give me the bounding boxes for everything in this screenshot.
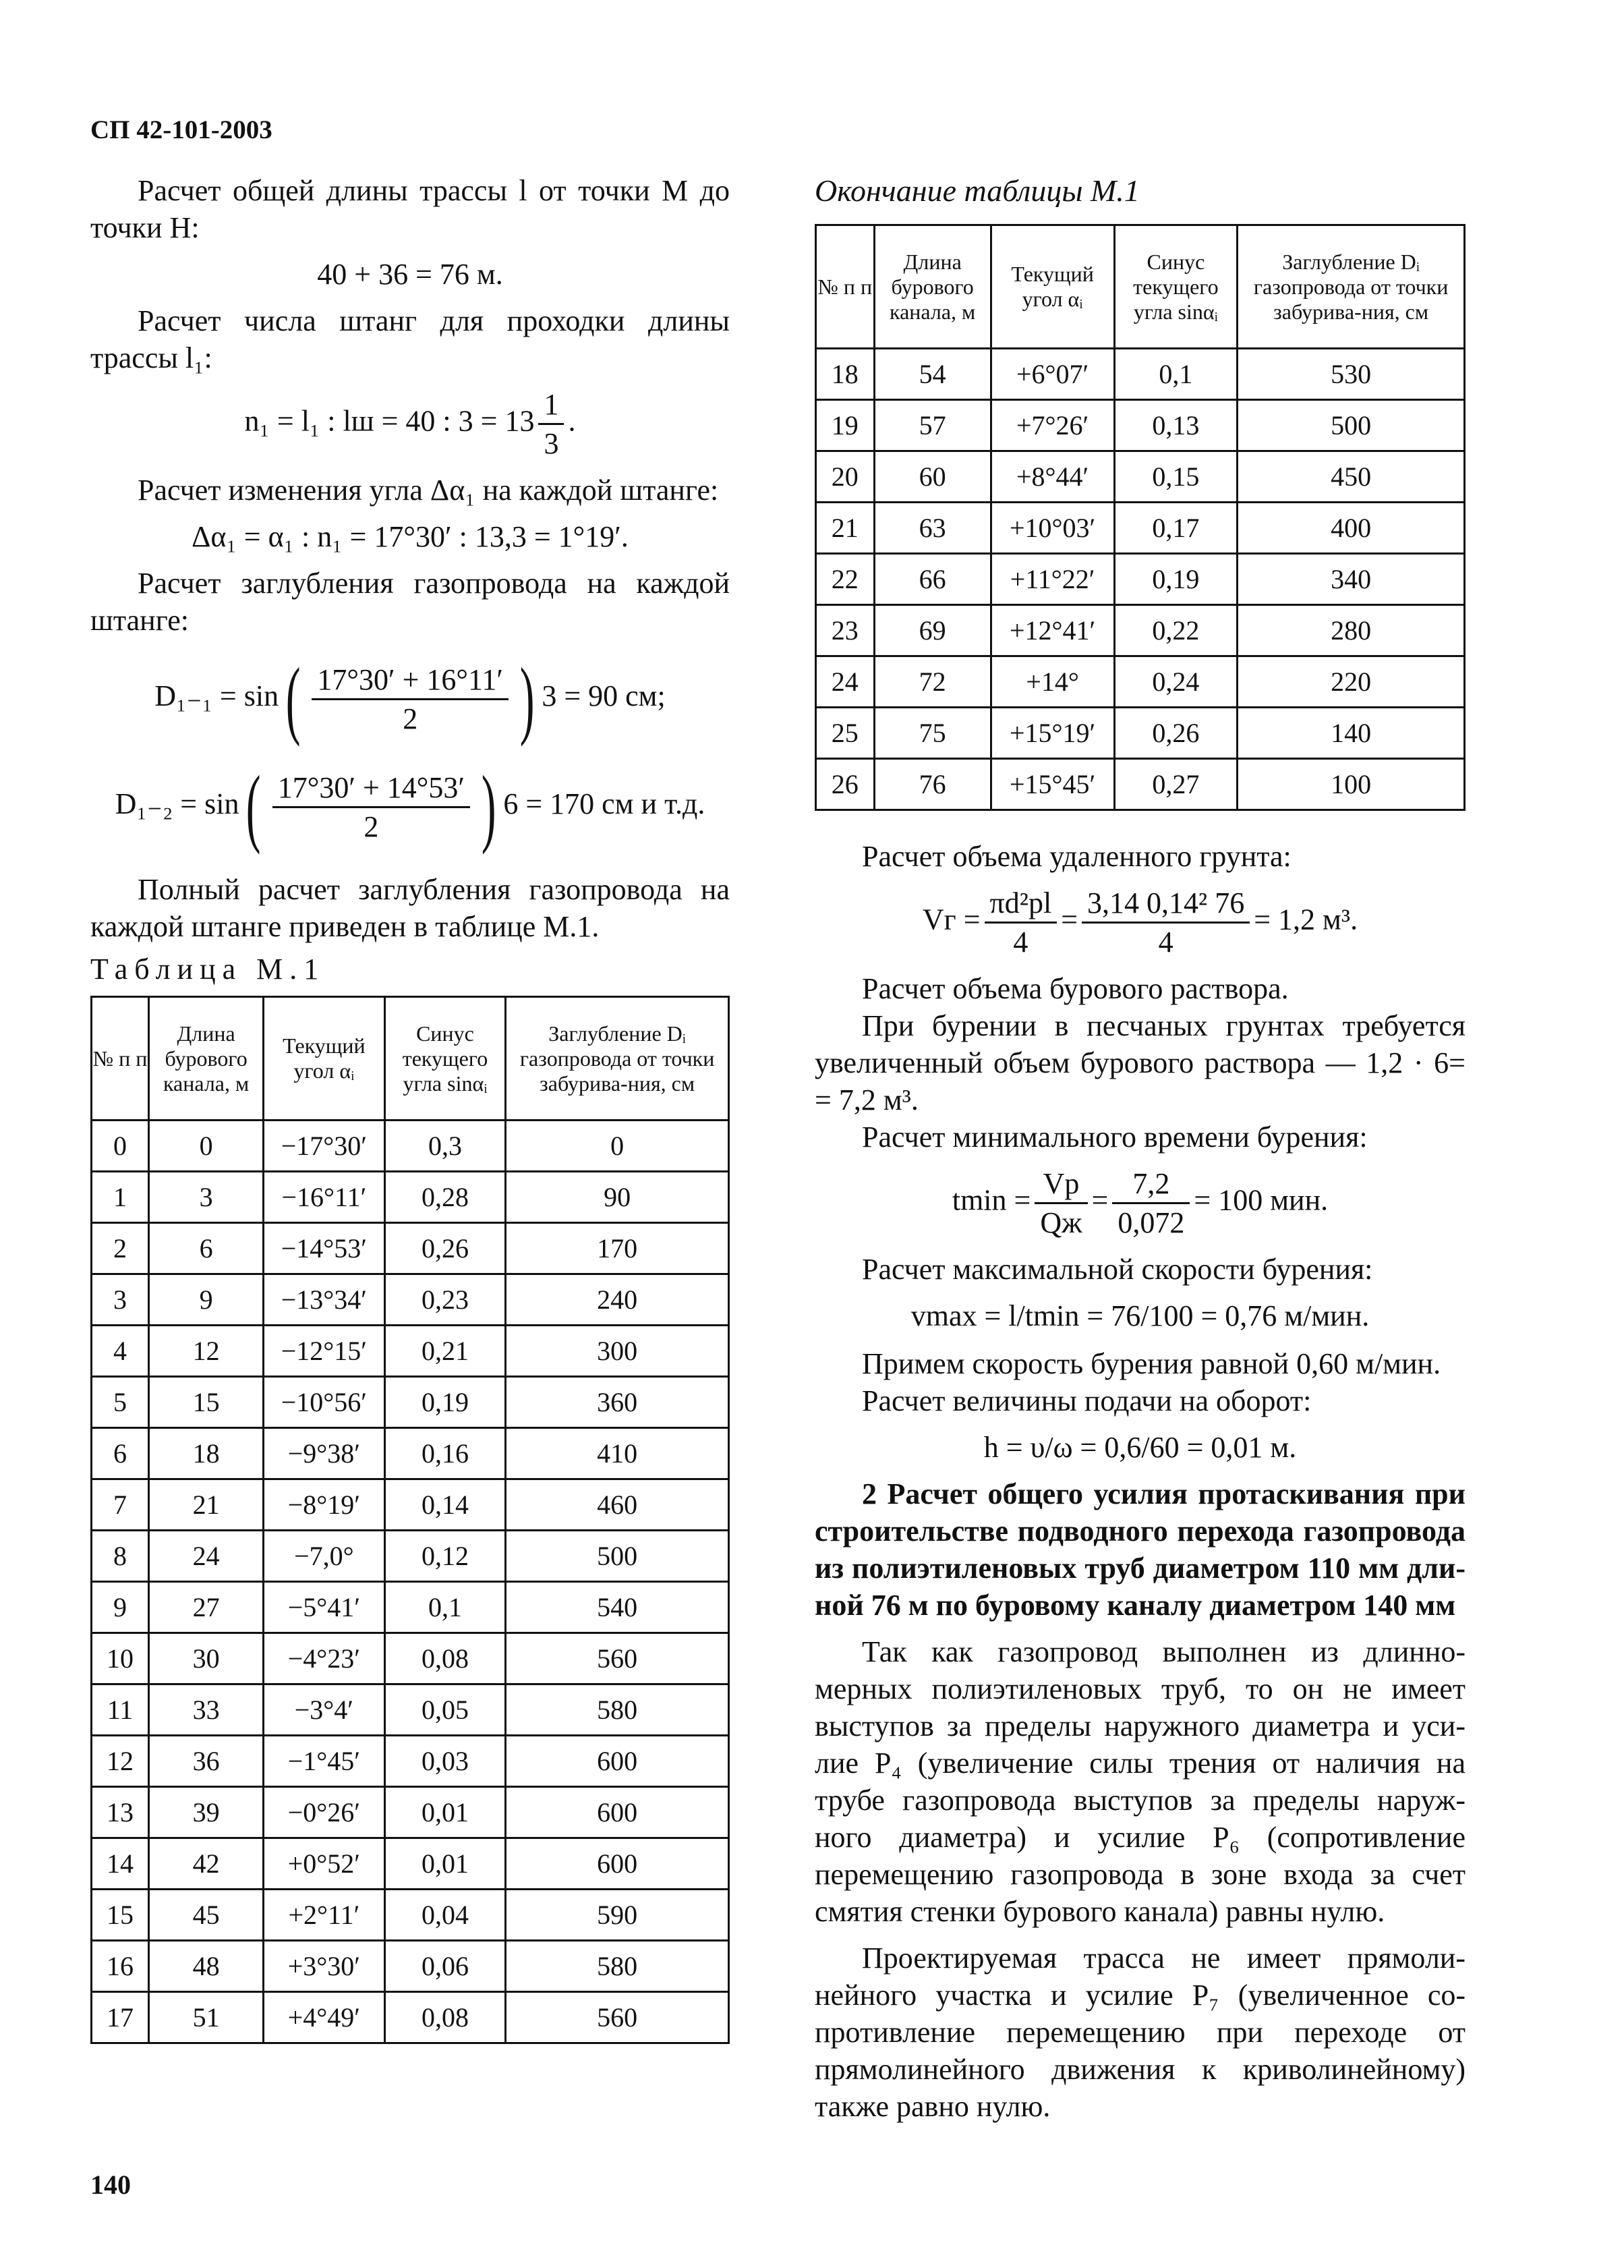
- column-header: Длина бурового канала, м: [149, 997, 264, 1121]
- table-row: [816, 349, 1465, 400]
- table-cell: 300: [506, 1326, 729, 1377]
- table-cell: 580: [506, 1684, 729, 1736]
- right-column: [815, 172, 1466, 2125]
- table-cell: 560: [506, 1633, 729, 1684]
- table-cell: +15°45′: [991, 759, 1114, 810]
- table-cell: 1: [92, 1172, 149, 1223]
- table-cell: 18: [816, 349, 875, 400]
- table-cell: 240: [506, 1274, 729, 1326]
- table-cell: −5°41′: [264, 1582, 385, 1633]
- paragraph: Примем скорость бурения равной 0,60 м/мин.: [862, 1347, 1441, 1380]
- column-header: № п п: [92, 997, 149, 1121]
- table-caption: Окончание таблицы М.1: [815, 173, 1140, 208]
- column-header: Заглубление Dᵢ газопровода от точки забурива-ния, см: [1238, 225, 1465, 349]
- table-row: [92, 1838, 729, 1890]
- paragraph: Полный расчет заглубления газопровода на каждой штанге приведен в таблице М.1.: [90, 873, 730, 943]
- table-cell: 530: [1238, 349, 1465, 400]
- formula: [815, 1165, 1466, 1241]
- table-cell: 450: [1238, 451, 1465, 503]
- table-cell: 7: [92, 1479, 149, 1531]
- fraction: [312, 661, 509, 737]
- table-cell: 27: [149, 1582, 264, 1633]
- formula: [90, 758, 730, 855]
- table-cell: 0,3: [384, 1121, 506, 1172]
- column-header: № п п: [816, 225, 875, 349]
- table-cell: +11°22′: [991, 554, 1114, 605]
- table-cell: −8°19′: [264, 1479, 385, 1531]
- table-cell: 0,14: [384, 1479, 506, 1531]
- formula-text: 6 = 170 см и т.д.: [503, 787, 705, 821]
- column-header: Текущий угол αᵢ: [991, 225, 1114, 349]
- table-cell: −12°15′: [264, 1326, 385, 1377]
- left-paren: (: [246, 758, 261, 855]
- table-cell: 0,23: [384, 1274, 506, 1326]
- fraction-denominator: 2: [364, 810, 379, 843]
- fraction-numerator: 7,2: [1112, 1165, 1190, 1204]
- paragraph: Расчет объема бурового раствора.: [862, 972, 1289, 1005]
- table-cell: 0,21: [384, 1326, 506, 1377]
- column-header: Заглубление Dᵢ газопровода от точки забурива-ния, см: [506, 997, 729, 1121]
- left-column: [90, 172, 730, 2044]
- table-cell: 0,06: [384, 1941, 506, 1992]
- table-cell: 0: [506, 1121, 729, 1172]
- table-cell: 540: [506, 1582, 729, 1633]
- table-cell: 21: [816, 503, 875, 554]
- formula: [815, 884, 1466, 961]
- table-cell: 0,1: [384, 1582, 506, 1633]
- formula-text: tmin =: [952, 1183, 1031, 1217]
- table-row: [92, 1172, 729, 1223]
- table-cell: 6: [149, 1223, 264, 1274]
- formula-text: 3 = 90 см;: [542, 679, 666, 713]
- formula: 40 + 36 = 76 м.: [317, 258, 503, 291]
- table-cell: 600: [506, 1736, 729, 1787]
- formula-text: =: [1091, 1183, 1109, 1217]
- formula: [90, 650, 730, 747]
- table-cell: 0,01: [384, 1787, 506, 1838]
- table-row: [92, 1992, 729, 2043]
- formula: Δα₁ = α₁ : n₁ = 17°30′ : 13,3 = 1°19′.: [192, 520, 629, 553]
- table-cell: 6: [92, 1428, 149, 1479]
- table-cell: 580: [506, 1941, 729, 1992]
- table-cell: 18: [149, 1428, 264, 1479]
- table-cell: 72: [874, 656, 991, 708]
- document-header: СП 42-101-2003: [90, 115, 272, 144]
- table-row: [92, 1377, 729, 1428]
- table-cell: +8°44′: [991, 451, 1114, 503]
- table-row: [816, 708, 1465, 759]
- formula: h = υ/ω = 0,6/60 = 0,01 м.: [983, 1431, 1297, 1464]
- table-cell: 340: [1238, 554, 1465, 605]
- table-cell: 280: [1238, 605, 1465, 656]
- table-cell: 9: [149, 1274, 264, 1326]
- paragraph: Расчет максимальной скорости бурения:: [862, 1253, 1373, 1286]
- table-cell: 0,13: [1114, 400, 1238, 451]
- table-cell: −1°45′: [264, 1736, 385, 1787]
- table-row: [816, 554, 1465, 605]
- table-row: [816, 503, 1465, 554]
- table-cell: 0,08: [384, 1992, 506, 2043]
- table-cell: 0,05: [384, 1684, 506, 1736]
- table-row: [92, 1684, 729, 1736]
- fraction-numerator: 3,14 0,14² 76: [1082, 884, 1250, 924]
- paragraph: Так как газопровод выполнен из длинно-мерных полиэтиленовых труб, то он не имеет выступов за пределы наружного диаметра и уси-лие P₄ (увеличение силы трения от наличия на трубе газопровода выступов за пределы наруж-ного диаметра) и усилие P₆ (сопротивление перемещению газопровода в зоне входа за счет смятия стенки бурового канала) равны нулю.: [815, 1635, 1466, 1928]
- formula-text: = 1,2 м³.: [1254, 903, 1358, 936]
- table-m1-continued: [815, 224, 1466, 811]
- table-cell: 63: [874, 503, 991, 554]
- table-cell: 57: [874, 400, 991, 451]
- table-cell: −14°53′: [264, 1223, 385, 1274]
- table-cell: +2°11′: [264, 1890, 385, 1941]
- table-row: [816, 759, 1465, 810]
- fraction-numerator: 1: [538, 386, 564, 425]
- table-cell: 0,24: [1114, 656, 1238, 708]
- table-cell: 15: [92, 1890, 149, 1941]
- table-cell: 2: [92, 1223, 149, 1274]
- table-cell: 0,01: [384, 1838, 506, 1890]
- table-cell: 4: [92, 1326, 149, 1377]
- paragraph: Расчет числа штанг для проходки длины трассы l₁:: [90, 304, 730, 374]
- formula-text: = 100 мин.: [1194, 1183, 1329, 1217]
- table-row: [92, 1787, 729, 1838]
- formula-text: =: [1061, 903, 1078, 936]
- table-cell: +4°49′: [264, 1992, 385, 2043]
- paragraph: Проектируемая трасса не имеет прямоли-нейного участка и усилие P₇ (увеличенное со-противление перемещению при переходе от прямолинейного движения к криволинейному) также равно нулю.: [815, 1941, 1466, 2123]
- table-cell: 600: [506, 1787, 729, 1838]
- right-paren: ): [519, 650, 535, 747]
- table-cell: −16°11′: [264, 1172, 385, 1223]
- table-cell: 30: [149, 1633, 264, 1684]
- table-cell: 0,1: [1114, 349, 1238, 400]
- table-cell: 13: [92, 1787, 149, 1838]
- table-cell: 0,27: [1114, 759, 1238, 810]
- table-cell: 90: [506, 1172, 729, 1223]
- table-cell: 560: [506, 1992, 729, 2043]
- fraction-denominator: 4: [1158, 926, 1173, 959]
- table-cell: 0,17: [1114, 503, 1238, 554]
- table-cell: −17°30′: [264, 1121, 385, 1172]
- table-cell: 33: [149, 1684, 264, 1736]
- formula-text: Vг =: [922, 903, 981, 936]
- table-cell: 0,26: [384, 1223, 506, 1274]
- paragraph: Расчет общей длины трассы l от точки M до точки H:: [90, 174, 730, 244]
- table-cell: +10°03′: [991, 503, 1114, 554]
- table-cell: 0,16: [384, 1428, 506, 1479]
- table-cell: −10°56′: [264, 1377, 385, 1428]
- formula-text: .: [568, 404, 576, 438]
- table-cell: 51: [149, 1992, 264, 2043]
- formula-text: D₁₋₁ = sin: [154, 679, 279, 713]
- table-cell: +0°52′: [264, 1838, 385, 1890]
- table-cell: 23: [816, 605, 875, 656]
- table-cell: +15°19′: [991, 708, 1114, 759]
- table-cell: 75: [874, 708, 991, 759]
- table-cell: 39: [149, 1787, 264, 1838]
- table-cell: 42: [149, 1838, 264, 1890]
- table-cell: 8: [92, 1531, 149, 1582]
- table-cell: −9°38′: [264, 1428, 385, 1479]
- table-cell: 24: [149, 1531, 264, 1582]
- table-cell: 460: [506, 1479, 729, 1531]
- table-cell: −0°26′: [264, 1787, 385, 1838]
- right-paren: ): [481, 758, 496, 855]
- table-cell: 0,22: [1114, 605, 1238, 656]
- fraction: [1082, 884, 1250, 961]
- table-cell: 19: [816, 400, 875, 451]
- table-cell: 25: [816, 708, 875, 759]
- table-cell: 10: [92, 1633, 149, 1684]
- table-cell: 24: [816, 656, 875, 708]
- table-cell: 0,15: [1114, 451, 1238, 503]
- fraction: [985, 884, 1057, 961]
- table-cell: 0: [149, 1121, 264, 1172]
- fraction-denominator: 2: [403, 702, 418, 735]
- table-header-row: [816, 225, 1465, 349]
- table-cell: 140: [1238, 708, 1465, 759]
- table-row: [92, 1890, 729, 1941]
- table-cell: −7,0°: [264, 1531, 385, 1582]
- table-body: [92, 1121, 729, 2043]
- table-body: [816, 349, 1465, 810]
- table-cell: 69: [874, 605, 991, 656]
- table-cell: 17: [92, 1992, 149, 2043]
- table-cell: 36: [149, 1736, 264, 1787]
- table-cell: −3°4′: [264, 1684, 385, 1736]
- table-cell: +14°: [991, 656, 1114, 708]
- table-cell: 0: [92, 1121, 149, 1172]
- fraction-denominator: 3: [544, 427, 559, 460]
- table-m1: [90, 996, 730, 2044]
- table-cell: 0,28: [384, 1172, 506, 1223]
- table-row: [92, 1274, 729, 1326]
- table-row: [92, 1582, 729, 1633]
- table-row: [92, 1531, 729, 1582]
- table-row: [92, 1941, 729, 1992]
- paragraph: Расчет объема удаленного грунта:: [862, 840, 1292, 873]
- formula: [90, 386, 730, 462]
- table-cell: 66: [874, 554, 991, 605]
- table-cell: 45: [149, 1890, 264, 1941]
- table-cell: 500: [1238, 400, 1465, 451]
- table-header-row: [92, 997, 729, 1121]
- table-row: [92, 1736, 729, 1787]
- formula: vmax = l/tmin = 76/100 = 0,76 м/мин.: [910, 1299, 1370, 1332]
- table-cell: 22: [816, 554, 875, 605]
- column-header: Синус текущего угла sinαᵢ: [384, 997, 506, 1121]
- table-cell: 14: [92, 1838, 149, 1890]
- table-cell: 220: [1238, 656, 1465, 708]
- table-cell: +12°41′: [991, 605, 1114, 656]
- column-header: Текущий угол αᵢ: [264, 997, 385, 1121]
- table-cell: 76: [874, 759, 991, 810]
- table-cell: 26: [816, 759, 875, 810]
- formula-text: n₁ = l₁ : lш = 40 : 3 = 13: [244, 404, 535, 438]
- fraction: [1112, 1165, 1190, 1241]
- table-row: [816, 451, 1465, 503]
- table-cell: 0,12: [384, 1531, 506, 1582]
- table-row: [92, 1479, 729, 1531]
- table-cell: 0,19: [384, 1377, 506, 1428]
- paragraph: Расчет изменения угла Δα₁ на каждой штанге:: [138, 474, 719, 507]
- table-cell: 590: [506, 1890, 729, 1941]
- table-cell: 11: [92, 1684, 149, 1736]
- fraction-numerator: 17°30′ + 16°11′: [312, 661, 509, 700]
- table-row: [92, 1326, 729, 1377]
- table-cell: −13°34′: [264, 1274, 385, 1326]
- table-cell: 15: [149, 1377, 264, 1428]
- table-cell: 16: [92, 1941, 149, 1992]
- table-cell: +6°07′: [991, 349, 1114, 400]
- fraction-denominator: 4: [1013, 926, 1028, 959]
- paragraph: Расчет заглубления газопровода на каждой штанге:: [90, 567, 730, 637]
- table-cell: 0,04: [384, 1890, 506, 1941]
- paragraph: Расчет минимального времени бурения:: [862, 1121, 1368, 1154]
- table-cell: 360: [506, 1377, 729, 1428]
- fraction: [1035, 1165, 1087, 1241]
- table-cell: 0,26: [1114, 708, 1238, 759]
- table-cell: +7°26′: [991, 400, 1114, 451]
- table-caption: Таблица М.1: [90, 953, 326, 986]
- table-cell: 0,03: [384, 1736, 506, 1787]
- fraction: [272, 769, 470, 845]
- fraction-denominator: Qж: [1040, 1206, 1082, 1239]
- fraction: [538, 386, 564, 462]
- table-cell: 0,08: [384, 1633, 506, 1684]
- table-row: [92, 1428, 729, 1479]
- table-cell: 9: [92, 1582, 149, 1633]
- table-cell: 100: [1238, 759, 1465, 810]
- paragraph: Расчет величины подачи на оборот:: [862, 1384, 1312, 1417]
- table-cell: +3°30′: [264, 1941, 385, 1992]
- formula-text: D₁₋₂ = sin: [115, 787, 239, 821]
- column-header: Синус текущего угла sinαᵢ: [1114, 225, 1238, 349]
- table-cell: 21: [149, 1479, 264, 1531]
- table-cell: 12: [92, 1736, 149, 1787]
- paragraph: При бурении в песчаных грунтах требуется увеличенный объем бурового раствора — 1,2 · 6= = 7,2 м³.: [815, 1009, 1466, 1116]
- table-row: [816, 656, 1465, 708]
- table-cell: 5: [92, 1377, 149, 1428]
- left-paren: (: [285, 650, 301, 747]
- table-cell: 410: [506, 1428, 729, 1479]
- page-number: 140: [90, 2170, 131, 2200]
- table-row: [92, 1633, 729, 1684]
- table-cell: 48: [149, 1941, 264, 1992]
- table-cell: −4°23′: [264, 1633, 385, 1684]
- table-row: [816, 400, 1465, 451]
- fraction-numerator: πd²рl: [985, 884, 1057, 924]
- table-cell: 60: [874, 451, 991, 503]
- table-row: [92, 1121, 729, 1172]
- table-cell: 600: [506, 1838, 729, 1890]
- table-cell: 3: [92, 1274, 149, 1326]
- fraction-numerator: 17°30′ + 14°53′: [272, 769, 470, 808]
- table-cell: 20: [816, 451, 875, 503]
- table-cell: 54: [874, 349, 991, 400]
- table-cell: 3: [149, 1172, 264, 1223]
- table-cell: 400: [1238, 503, 1465, 554]
- section-heading: 2 Расчет общего усилия протаскивания при строительстве подводного перехода газопровода из полиэтиленовых труб диаметром 110 мм дли-ной 76 м по буровому каналу диаметром 140 мм: [815, 1477, 1466, 1622]
- table-row: [92, 1223, 729, 1274]
- table-cell: 12: [149, 1326, 264, 1377]
- column-header: Длина бурового канала, м: [874, 225, 991, 349]
- fraction-numerator: Vр: [1035, 1165, 1087, 1204]
- table-row: [816, 605, 1465, 656]
- table-cell: 170: [506, 1223, 729, 1274]
- table-cell: 0,19: [1114, 554, 1238, 605]
- table-cell: 500: [506, 1531, 729, 1582]
- fraction-denominator: 0,072: [1118, 1206, 1185, 1239]
